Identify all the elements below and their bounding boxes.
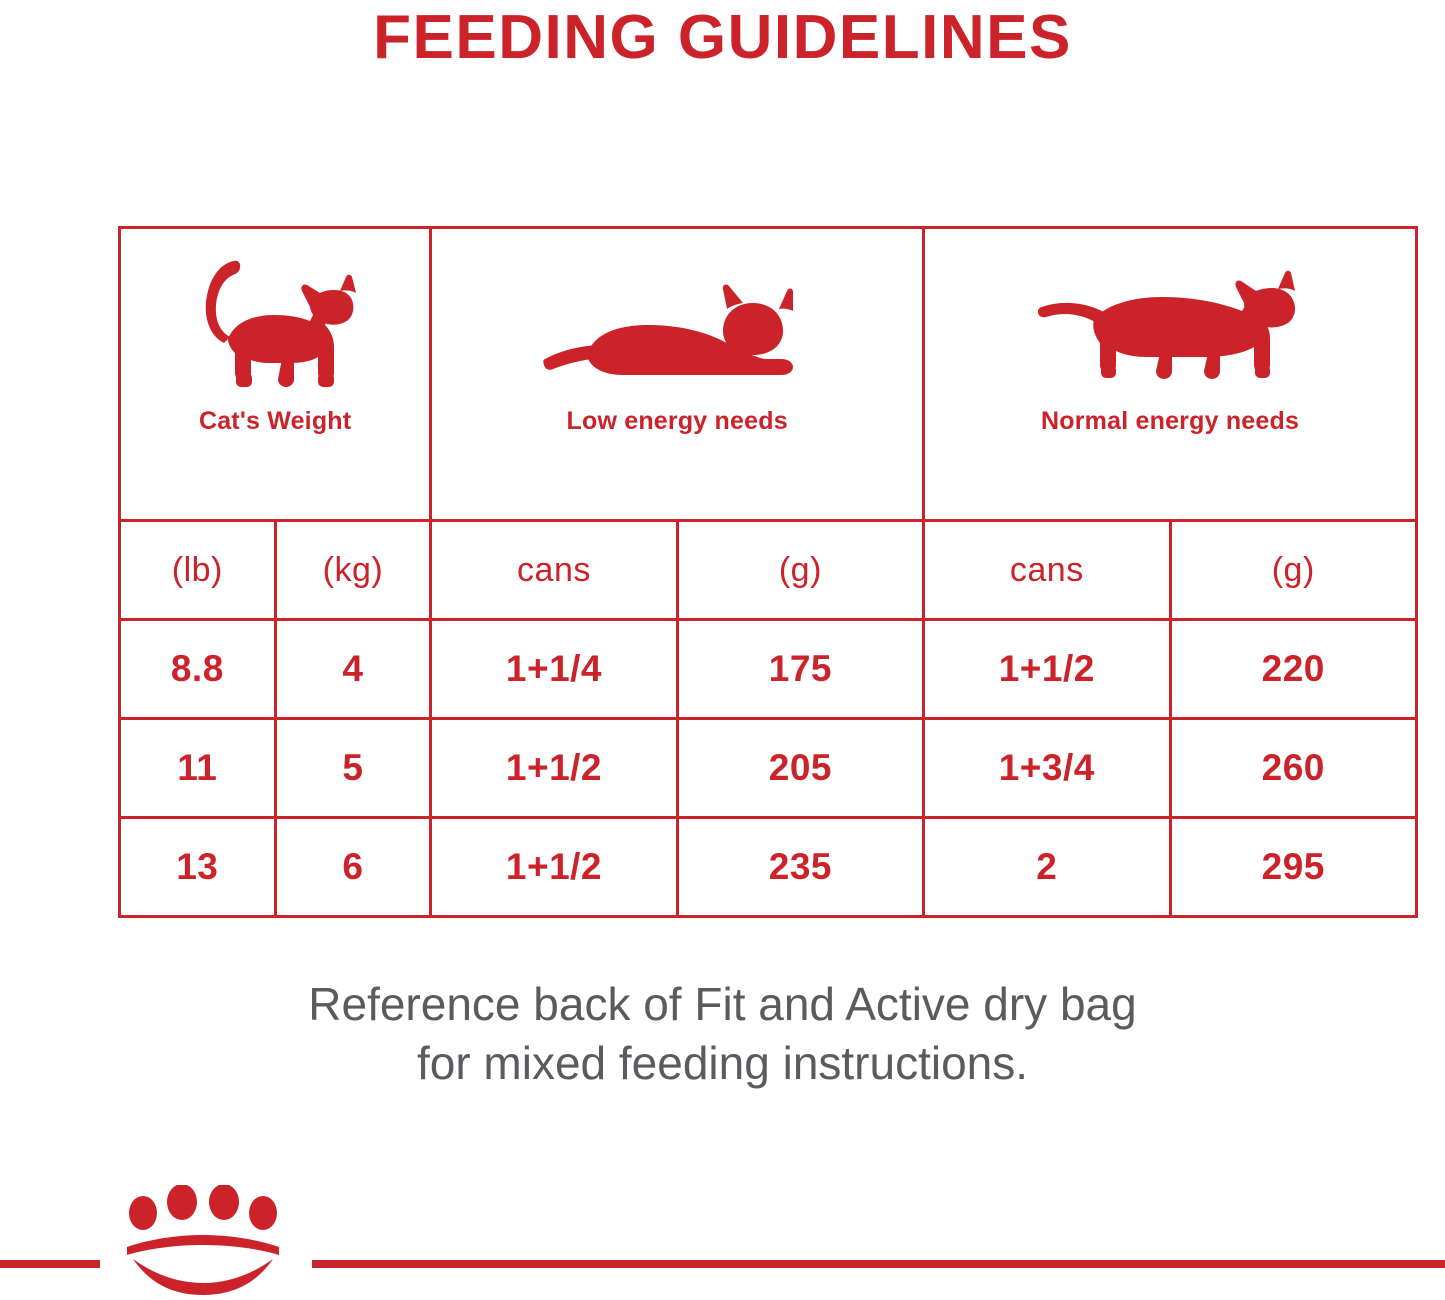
footnote xyxy=(0,975,1445,1093)
footnote-line-2: for mixed feeding instructions. xyxy=(416,1036,1029,1089)
cell-low-cans: 1+1/4 xyxy=(431,620,677,719)
group-header-cats-weight xyxy=(120,228,431,521)
cell-weight-lb: 8.8 xyxy=(120,620,276,719)
royal-canin-paw-logo xyxy=(103,1185,308,1295)
feeding-guidelines-table xyxy=(118,226,1418,901)
table-unit-header-row xyxy=(120,521,1417,620)
cell-low-grams: 205 xyxy=(677,719,923,818)
cat-standing-icon xyxy=(190,247,360,397)
page-title: FEEDING GUIDELINES xyxy=(373,3,1072,72)
cell-normal-cans: 2 xyxy=(924,818,1170,917)
table-row xyxy=(120,818,1417,917)
unit-header-low-grams: (g) xyxy=(677,521,923,620)
cell-weight-kg: 4 xyxy=(275,620,431,719)
cat-walking-icon xyxy=(1020,247,1320,397)
cell-low-grams: 235 xyxy=(677,818,923,917)
cell-weight-kg: 6 xyxy=(275,818,431,917)
group-header-label: Low energy needs xyxy=(566,407,788,435)
cell-weight-kg: 5 xyxy=(275,719,431,818)
footnote-line-1: Reference back of Fit and Active dry bag xyxy=(308,978,1137,1030)
group-header-normal-energy xyxy=(924,228,1417,521)
cell-normal-grams: 295 xyxy=(1170,818,1416,917)
cell-low-grams: 175 xyxy=(677,620,923,719)
group-header-label: Normal energy needs xyxy=(1041,407,1300,435)
unit-header-low-cans: cans xyxy=(431,521,677,620)
brand-divider-bar-left xyxy=(0,1260,100,1268)
cell-weight-lb: 11 xyxy=(120,719,276,818)
unit-header-lb: (lb) xyxy=(120,521,276,620)
group-header-label: Cat's Weight xyxy=(198,407,352,435)
table-row xyxy=(120,719,1417,818)
table-group-header-row xyxy=(120,228,1417,521)
cell-weight-lb: 13 xyxy=(120,818,276,917)
table-row xyxy=(120,620,1417,719)
cell-normal-cans: 1+3/4 xyxy=(924,719,1170,818)
cat-lying-icon xyxy=(527,247,827,397)
cell-low-cans: 1+1/2 xyxy=(431,719,677,818)
cell-normal-grams: 260 xyxy=(1170,719,1416,818)
group-header-low-energy xyxy=(431,228,924,521)
cell-low-cans: 1+1/2 xyxy=(431,818,677,917)
unit-header-normal-grams: (g) xyxy=(1170,521,1416,620)
cell-normal-grams: 220 xyxy=(1170,620,1416,719)
unit-header-kg: (kg) xyxy=(275,521,431,620)
unit-header-normal-cans: cans xyxy=(924,521,1170,620)
cell-normal-cans: 1+1/2 xyxy=(924,620,1170,719)
